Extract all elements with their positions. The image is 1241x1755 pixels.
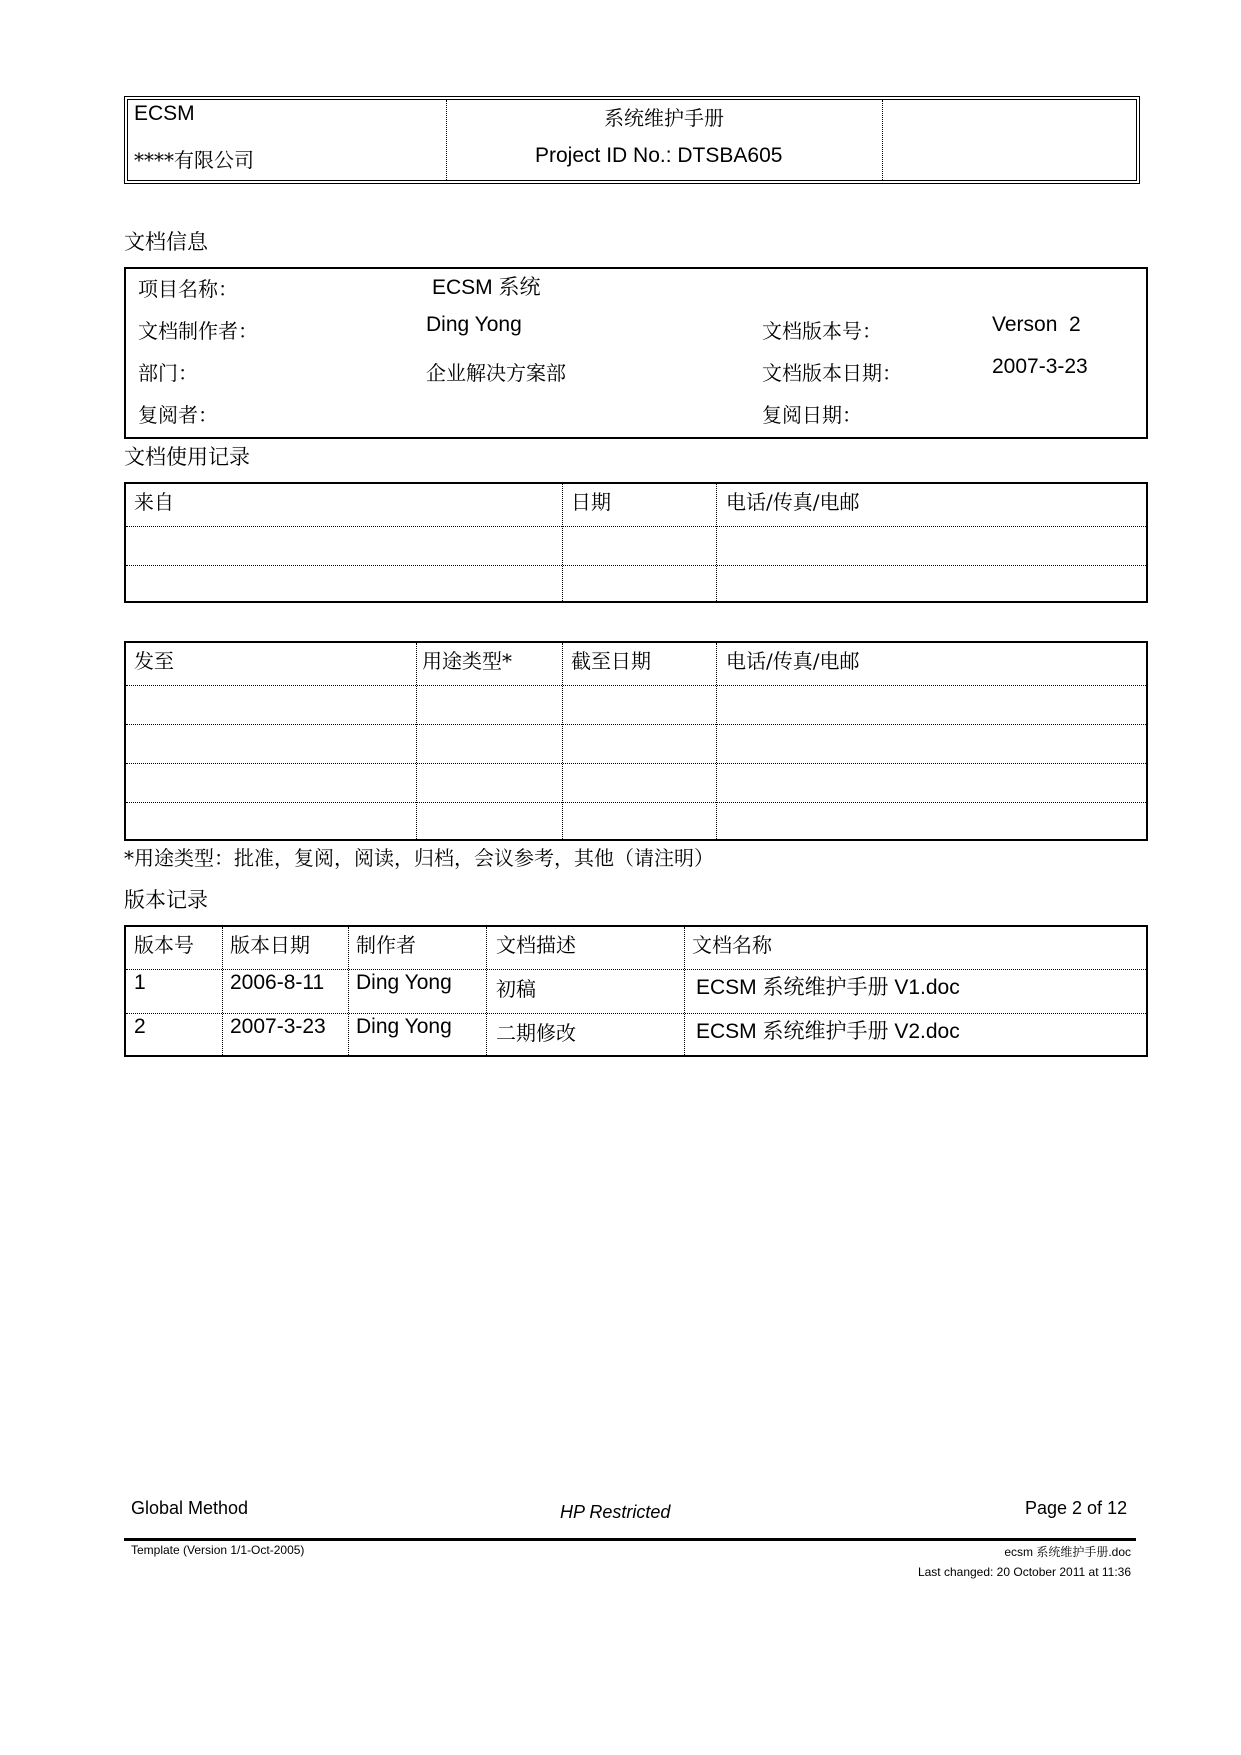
to-row-divider <box>126 724 1146 725</box>
version-label: 文档版本号： <box>762 319 882 343</box>
version-col-divider <box>486 927 487 1055</box>
author-value: Ding Yong <box>426 313 522 336</box>
footer-rule <box>124 1538 1136 1541</box>
version-row-2-no: 2 <box>134 1015 146 1038</box>
footer-last-changed: Last changed: 20 October 2011 at 11:36 <box>917 1565 1131 1579</box>
version-table <box>124 925 1148 1057</box>
version-row-1-docname: ECSM 系统维护手册 V1.doc <box>696 976 960 999</box>
review-date-label: 复阅日期： <box>762 403 862 427</box>
company-name: ****有限公司 <box>134 148 254 172</box>
version-row-2-desc: 二期修改 <box>496 1021 576 1045</box>
company-code: ECSM <box>134 102 195 125</box>
version-header-author: 制作者 <box>356 933 416 957</box>
dept-value: 企业解决方案部 <box>426 361 566 385</box>
version-row-1-desc: 初稿 <box>496 977 536 1001</box>
version-row-divider <box>126 1013 1146 1014</box>
version-row-1-date: 2006-8-11 <box>230 971 325 994</box>
version-row-2-docname: ECSM 系统维护手册 V2.doc <box>696 1020 960 1043</box>
version-row-1-author: Ding Yong <box>356 971 452 994</box>
usage-type-note: *用途类型：批准，复阅，阅读，归档，会议参考，其他（请注明） <box>124 846 714 870</box>
project-name-label: 项目名称： <box>138 277 238 301</box>
version-row-2-date: 2007-3-23 <box>230 1015 326 1038</box>
version-row-divider <box>126 969 1146 970</box>
from-header-from: 来自 <box>134 490 174 514</box>
usage-record-title: 文档使用记录 <box>124 445 250 469</box>
from-table <box>124 482 1148 603</box>
version-row-2-author: Ding Yong <box>356 1015 452 1038</box>
version-value: Verson 2 <box>992 313 1081 336</box>
footer-left: Global Method <box>131 1498 249 1518</box>
from-col-divider <box>562 484 563 601</box>
doc-info-box <box>124 267 1148 439</box>
version-header-no: 版本号 <box>134 933 194 957</box>
doc-info-title: 文档信息 <box>124 230 208 254</box>
to-table <box>124 641 1148 841</box>
version-col-divider <box>222 927 223 1055</box>
version-date-value: 2007-3-23 <box>992 355 1088 378</box>
author-label: 文档制作者： <box>138 319 258 343</box>
reviewer-label: 复阅者： <box>138 403 218 427</box>
from-row-divider <box>126 565 1146 566</box>
from-col-divider <box>716 484 717 601</box>
footer-center: HP Restricted <box>560 1502 671 1522</box>
footer-template: Template (Version 1/1-Oct-2005) <box>131 1543 305 1557</box>
to-col-divider <box>562 643 563 839</box>
version-header-date: 版本日期 <box>230 933 310 957</box>
to-row-divider <box>126 685 1146 686</box>
footer-filename: ecsm 系统维护手册.doc <box>1004 1545 1131 1559</box>
to-header-usage-type: 用途类型* <box>422 649 512 673</box>
from-row-divider <box>126 526 1146 527</box>
version-date-label: 文档版本日期： <box>762 361 902 385</box>
to-row-divider <box>126 802 1146 803</box>
footer-page-number: Page 2 of 12 <box>1025 1498 1128 1518</box>
version-col-divider <box>348 927 349 1055</box>
to-header-contact: 电话/传真/电邮 <box>726 649 860 673</box>
from-header-date: 日期 <box>571 490 611 514</box>
document-header-box <box>124 96 1140 184</box>
to-col-divider <box>716 643 717 839</box>
to-col-divider <box>416 643 417 839</box>
project-name-value: ECSM 系统 <box>432 276 541 299</box>
version-header-desc: 文档描述 <box>496 933 576 957</box>
from-header-contact: 电话/传真/电邮 <box>726 490 860 514</box>
version-header-docname: 文档名称 <box>692 933 772 957</box>
dept-label: 部门： <box>138 361 198 385</box>
document-title: 系统维护手册 <box>604 106 724 130</box>
version-row-1-no: 1 <box>134 971 146 994</box>
version-col-divider <box>684 927 685 1055</box>
to-header-to: 发至 <box>134 649 174 673</box>
version-record-title: 版本记录 <box>124 888 208 912</box>
project-id: Project ID No.: DTSBA605 <box>535 144 783 167</box>
to-header-deadline: 截至日期 <box>571 649 651 673</box>
to-row-divider <box>126 763 1146 764</box>
